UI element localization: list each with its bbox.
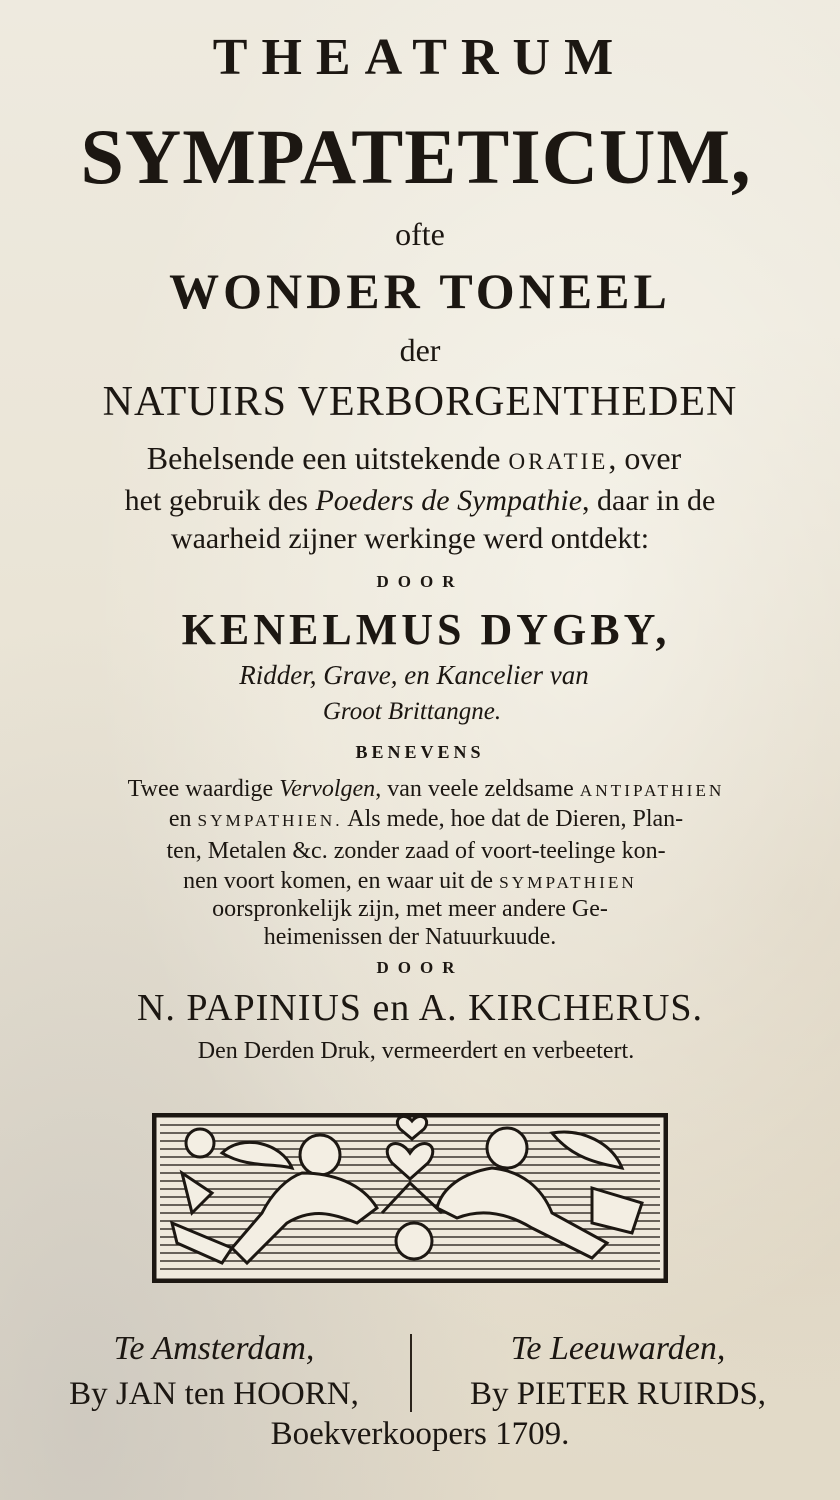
title-line-theatrum: THEATRUM	[212, 29, 628, 86]
imprint-publisher-hoorn: By JAN ten HOORN,	[69, 1376, 359, 1412]
title-line-sympateticum: SYMPATETICUM,	[80, 113, 752, 200]
subtitle-line-2	[6, 806, 840, 833]
door-label-1: DOOR	[376, 572, 464, 591]
woodcut-cherubs-hearts-icon	[152, 1113, 668, 1283]
imprint-city-leeuwarden: Te Leeuwarden,	[510, 1330, 726, 1367]
title-line-der: der	[399, 332, 441, 368]
description-line-2	[0, 484, 840, 518]
imprint-amsterdam	[16, 1330, 412, 1413]
imprint-divider	[410, 1334, 412, 1412]
authors-papinius-kircherus: N. PAPINIUS en A. KIRCHERUS.	[136, 987, 704, 1029]
edition-note: Den Derden Druk, vermeerdert en verbeetert.	[197, 1038, 635, 1064]
subtitle-2-pre: en	[168, 806, 198, 832]
description-2-post: , daar in de	[582, 484, 716, 517]
subtitle-2-caps: SYMPATHIEN.	[197, 811, 343, 830]
description-2-pre: het gebruik des	[124, 484, 316, 517]
author-dygby: KENELMUS DYGBY,	[181, 605, 671, 654]
benevens-label: BENEVENS	[355, 742, 485, 762]
subtitle-1-caps: ANTIPATHIEN	[579, 781, 725, 800]
description-1-oratie: ORATIE	[508, 448, 609, 474]
author-dygby-title-1: Ridder, Grave, en Kancelier van	[239, 660, 589, 690]
subtitle-line-3: ten, Metalen &c. zonder zaad of voort-teelinge kon-	[166, 838, 666, 864]
subtitle-line-1	[6, 776, 840, 803]
subtitle-1-italic: Vervolgen	[279, 776, 376, 802]
description-2-italic: Poeders de Sympathie	[315, 484, 583, 517]
subtitle-4-pre: nen voort komen, en waar uit de	[183, 868, 500, 894]
imprint-booksellers-year: Boekverkoopers 1709.	[270, 1416, 570, 1452]
imprint-city-amsterdam: Te Amsterdam,	[113, 1330, 315, 1367]
subtitle-line-4	[0, 868, 830, 895]
description-line-3: waarheid zijner werkinge werd ontdekt:	[170, 522, 650, 555]
door-label-2: DOOR	[376, 958, 464, 977]
imprint-leeuwarden	[418, 1330, 818, 1413]
subtitle-line-6: heimenissen der Natuurkuude.	[263, 924, 557, 950]
subtitle-1-pre: Twee waardige	[127, 776, 280, 802]
author-dygby-title-2: Groot Brittangne.	[322, 698, 502, 725]
subtitle-4-caps: SYMPATHIEN	[499, 873, 637, 892]
title-line-ofte: ofte	[395, 216, 445, 252]
description-1-post: , over	[608, 440, 682, 476]
subtitle-line-5: oorspronkelijk zijn, met meer andere Ge-	[212, 896, 608, 922]
subtitle-2-post: Als mede, hoe dat de Dieren, Plan-	[342, 806, 684, 832]
title-line-wonder-toneel: WONDER TONEEL	[169, 263, 671, 319]
imprint-publisher-ruirds: By PIETER RUIRDS,	[469, 1376, 767, 1412]
description-line-1	[0, 440, 834, 477]
description-1-pre: Behelsende een uitstekende	[146, 440, 509, 476]
subtitle-1-mid: , van veele zeldsame	[375, 776, 580, 802]
title-line-natuirs: NATUIRS VERBORGENTHEDEN	[102, 379, 738, 425]
